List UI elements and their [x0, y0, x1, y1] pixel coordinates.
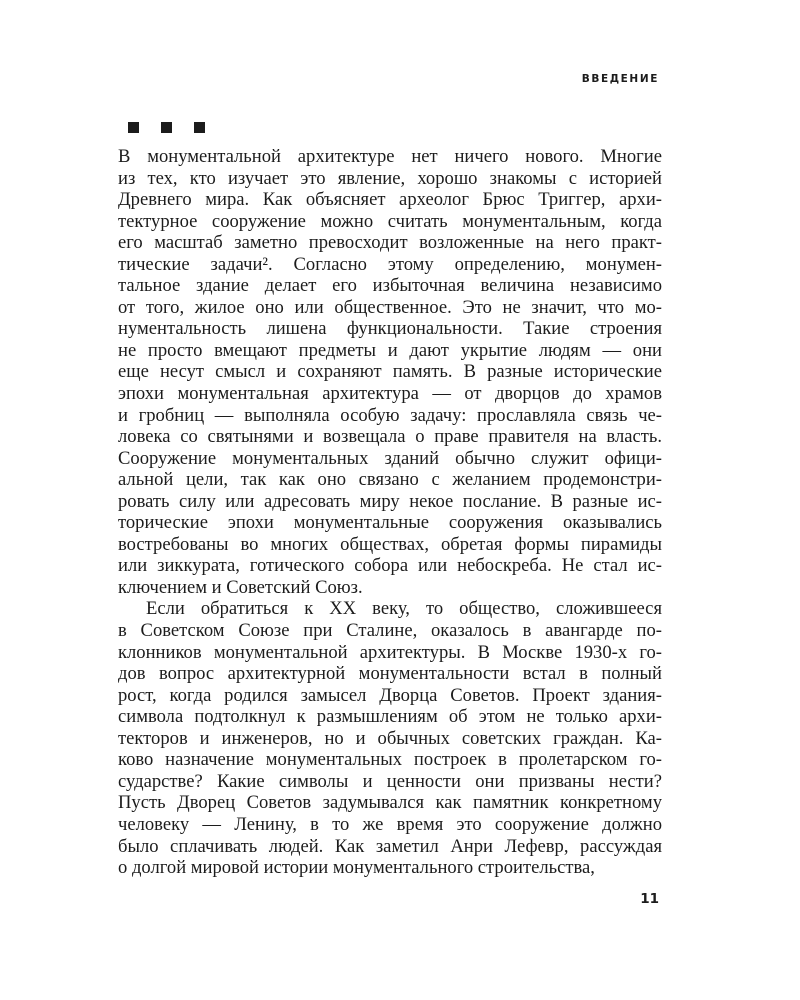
square-icon [161, 122, 172, 133]
text-line: еще несут смысл и сохраняют память. В разные исторические [118, 361, 662, 383]
text-line: или зиккурата, готического собора или небоскреба. Не стал ис- [118, 555, 662, 577]
text-line: из тех, кто изучает это явление, хорошо знакомы с историей [118, 167, 662, 189]
text-line: эпохи монументальная архитектура — от дворцов до храмов [118, 383, 662, 405]
square-icon [128, 122, 139, 133]
text-line: Древнего мира. Как объясняет археолог Брюс Триггер, архи- [118, 189, 662, 211]
body-text [118, 146, 662, 879]
text-line: востребованы во многих обществах, обретая формы пирамиды [118, 533, 662, 555]
text-line: о долгой мировой истории монументального строительства, [118, 857, 595, 879]
square-icon [194, 122, 205, 133]
text-line: ключением и Советский Союз. [118, 576, 363, 598]
text-line: тальное здание делает его избыточная величина независимо [118, 275, 662, 297]
page-number: 11 [640, 891, 659, 907]
text-line: альной цели, так как оно связано с желанием продемонстри- [118, 469, 662, 491]
paragraph [118, 146, 662, 598]
text-line: не просто вмещают предметы и дают укрытие людям — они [118, 339, 662, 361]
text-line: дов вопрос архитектурной монументальности встал в полный [118, 663, 662, 685]
text-line: ровать силу или адресовать миру некое послание. В разные ис- [118, 490, 662, 512]
text-line: Если обратиться к XX веку, то общество, сложившееся [146, 598, 662, 620]
text-line: нументальность лишена функциональности. Такие строения [118, 318, 662, 340]
text-line: Сооружение монументальных зданий обычно служит офици- [118, 447, 662, 469]
text-line: клонников монументальной архитектуры. В Москве 1930-х го- [118, 641, 662, 663]
text-line: текторов и инженеров, но и обычных советских граждан. Ка- [118, 727, 662, 749]
paragraph [118, 598, 662, 878]
text-line: ловека со святынями и возвещала о праве правителя на власть. [118, 426, 662, 448]
text-line: символа подтолкнул к размышлениям об этом не только архи- [118, 706, 662, 728]
text-line: ково назначение монументальных построек в пролетарском го- [118, 749, 662, 771]
text-line: и гробниц — выполняла особую задачу: прославляла связь че- [118, 404, 662, 426]
text-line: торические эпохи монументальные сооружения оказывались [118, 512, 662, 534]
text-line: тические задачи². Согласно этому определению, монумен- [118, 253, 662, 275]
section-ornament-icon [128, 122, 205, 133]
text-line: в Советском Союзе при Сталине, оказалось в авангарде по- [118, 620, 662, 642]
text-line: от того, жилое оно или общественное. Это не значит, что мо- [118, 296, 662, 318]
text-line: тектурное сооружение можно считать монументальным, когда [118, 210, 662, 232]
text-line: В монументальной архитектуре нет ничего нового. Многие [118, 146, 662, 167]
text-line: Пусть Дворец Советов задумывался как памятник конкретному [118, 792, 662, 814]
text-line: его масштаб заметно превосходит возложенные на него практ- [118, 232, 662, 254]
text-line: рост, когда родился замысел Дворца Советов. Проект здания- [118, 684, 662, 706]
text-line: человеку — Ленину, в то же время это сооружение должно [118, 813, 662, 835]
text-line: сударстве? Какие символы и ценности они призваны нести? [118, 770, 662, 792]
running-head: ВВЕДЕНИЕ [581, 73, 659, 85]
text-line: было сплачивать людей. Как заметил Анри Лефевр, рассуждая [118, 835, 662, 857]
